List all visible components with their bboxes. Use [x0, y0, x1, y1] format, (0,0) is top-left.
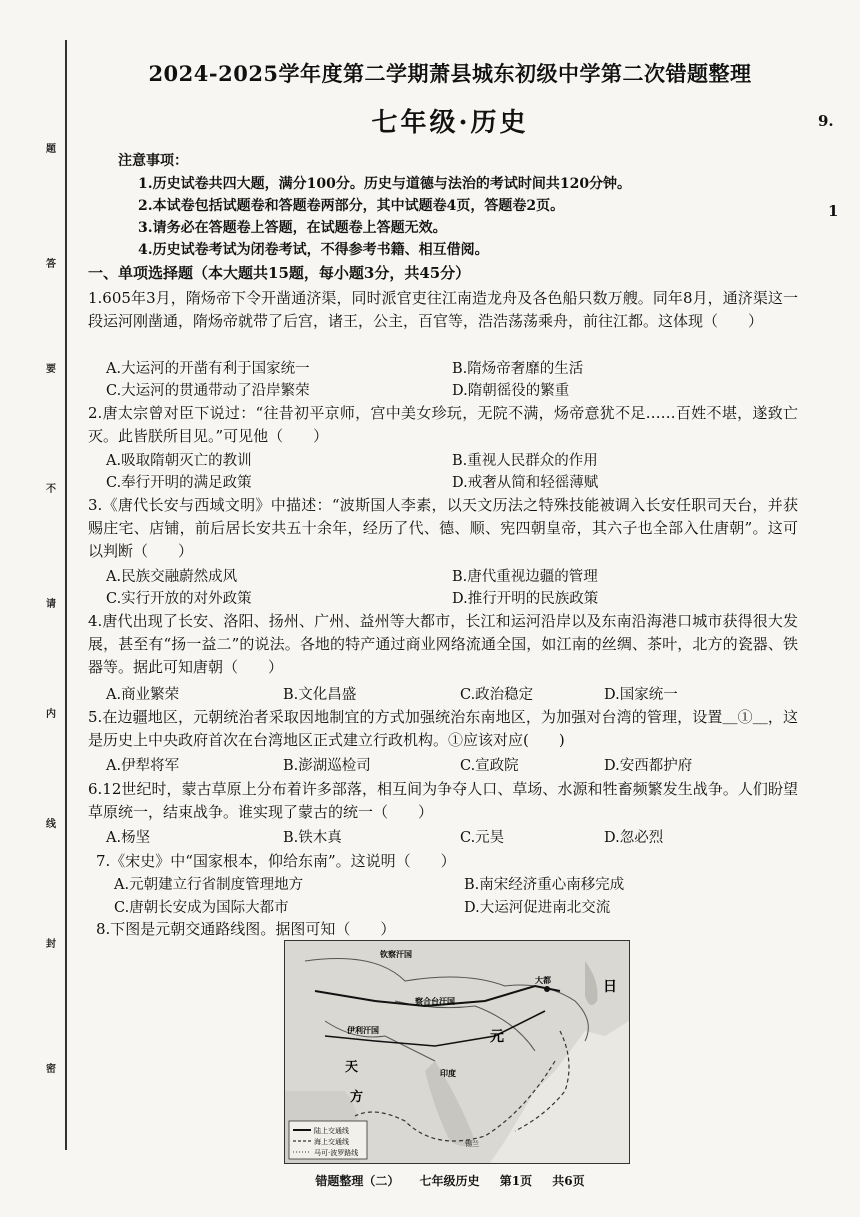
option-d[interactable]: D.安西都护府: [604, 758, 693, 774]
footer-page: 第1页: [499, 1174, 533, 1188]
margin-char: 不: [46, 484, 56, 495]
yuan-transport-map: [284, 940, 630, 1164]
document-title: 2024-2025学年度第二学期萧县城东初级中学第二次错题整理: [148, 61, 752, 86]
option-c[interactable]: C.实行开放的对外政策: [106, 591, 252, 607]
margin-char: 内: [46, 709, 56, 720]
option-c[interactable]: C.政治稳定: [460, 687, 534, 703]
map-label: 锡兰: [465, 1140, 479, 1148]
map-label: 钦察汗国: [380, 950, 412, 959]
option-b[interactable]: B.澎湖巡检司: [283, 758, 371, 774]
side-mark-top: 9.: [818, 112, 834, 130]
footer-total: 共6页: [552, 1174, 585, 1188]
margin-char: 答: [46, 259, 56, 270]
option-d[interactable]: D.戒奢从简和轻徭薄赋: [452, 475, 599, 491]
option-b[interactable]: B.隋炀帝奢靡的生活: [452, 361, 584, 377]
margin-char: 要: [46, 364, 56, 375]
option-c[interactable]: C.奉行开明的满足政策: [106, 475, 252, 491]
option-b[interactable]: B.重视人民群众的作用: [452, 453, 598, 469]
question-stem: 3.《唐代长安与西域文明》中描述：“波斯国人李素，以天文历法之特殊技能被调入长安任职司天台，并获赐庄宅、店铺，前后居长安共五十余年，经历了代、德、顺、宪四朝皇帝，其六子也全部入仕唐朝”。这可以判断（ ）: [88, 496, 798, 560]
option-c[interactable]: C.宣政院: [460, 758, 519, 774]
option-b[interactable]: B.唐代重视边疆的管理: [452, 569, 598, 585]
map-label: 元: [490, 1029, 504, 1045]
question-stem: 2.唐太宗曾对臣下说过：“往昔初平京师，宫中美女珍玩，无院不满，炀帝意犹不足……百姓不堪，遂致亡灭。此皆朕所目见。”可见他（ ）: [88, 404, 798, 445]
map-label: 天: [345, 1060, 359, 1075]
side-mark-bottom: 1: [828, 202, 839, 220]
footer-subject: 七年级历史: [419, 1174, 480, 1188]
margin-char: 封: [46, 939, 56, 950]
page-footer: [0, 1172, 860, 1189]
document-subtitle: 七年级·历史: [371, 108, 529, 138]
option-a[interactable]: A.杨坚: [106, 830, 151, 846]
question-stem: 1.605年3月，隋炀帝下令开凿通济渠，同时派官吏往江南造龙舟及各色船只数万艘。同年8月，通济渠这一段运河刚凿通，隋炀帝就带了后宫，诸王，公主，百官等，浩浩荡荡乘舟，前往江都。这体现（ ）: [88, 289, 798, 330]
option-a[interactable]: A.吸取隋朝灭亡的教训: [106, 453, 252, 469]
margin-char: 密: [46, 1064, 56, 1075]
notice-item: 4.历史试卷考试为闭卷考试，不得参考书籍、相互借阅。: [138, 242, 489, 258]
footer-name: 错题整理（二）: [315, 1174, 400, 1188]
legend-label: 陆上交通线: [314, 1127, 349, 1135]
map-label: 伊利汗国: [347, 1026, 379, 1035]
legend-label: 马可·波罗路线: [314, 1149, 359, 1157]
map-label: 日: [603, 979, 617, 995]
option-d[interactable]: D.推行开明的民族政策: [452, 591, 599, 607]
map-label: 方: [350, 1090, 364, 1105]
section-title: 一、单项选择题（本大题共15题，每小题3分，共45分）: [88, 264, 471, 282]
option-c[interactable]: C.唐朝长安成为国际大都市: [114, 900, 289, 916]
option-b[interactable]: B.文化昌盛: [283, 687, 357, 703]
notice-item: 3.请务必在答题卷上答题，在试题卷上答题无效。: [138, 220, 447, 236]
legend-label: 海上交通线: [314, 1138, 349, 1146]
margin-char: 请: [46, 599, 56, 610]
question-stem: 7.《宋史》中“国家根本，仰给东南”。这说明（ ）: [96, 852, 456, 870]
notice-heading: 注意事项：: [118, 153, 188, 169]
option-c[interactable]: C.大运河的贯通带动了沿岸繁荣: [106, 383, 310, 399]
map-label: 察合台汗国: [415, 997, 455, 1006]
binding-line: [65, 40, 67, 1150]
notice-item: 2.本试卷包括试题卷和答题卷两部分，其中试题卷4页，答题卷2页。: [138, 198, 565, 214]
margin-char: 题: [46, 144, 56, 155]
question-stem: 4.唐代出现了长安、洛阳、扬州、广州、益州等大都市，长江和运河沿岸以及东南沿海港口城市获得很大发展，甚至有“扬一益二”的说法。各地的特产通过商业网络流通全国，如江南的丝绸、茶叶，北方的瓷器、铁器等。据此可知唐朝（ ）: [88, 612, 798, 676]
option-d[interactable]: D.大运河促进南北交流: [464, 900, 611, 916]
question-stem: 6.12世纪时，蒙古草原上分布着许多部落，相互间为争夺人口、草场、水源和牲畜频繁发生战争。人们盼望草原统一，结束战争。谁实现了蒙古的统一（ ）: [88, 780, 798, 821]
question-stem: 5.在边疆地区，元朝统治者采取因地制宜的方式加强统治东南地区，为加强对台湾的管理，设置＿①＿，这是历史上中央政府首次在台湾地区正式建立行政机构。①应该对应( ): [88, 708, 798, 749]
option-a[interactable]: A.元朝建立行省制度管理地方: [114, 877, 304, 893]
question-stem: 8.下图是元朝交通路线图。据图可知（ ）: [96, 920, 396, 938]
map-label: 印度: [440, 1069, 456, 1078]
notice-item: 1.历史试卷共四大题，满分100分。历史与道德与法治的考试时间共120分钟。: [138, 176, 632, 192]
binding-margin-text: [46, 140, 62, 1100]
option-a[interactable]: A.伊犁将军: [106, 758, 180, 774]
map-drawing: [285, 941, 629, 1163]
margin-char: 线: [46, 819, 56, 830]
option-a[interactable]: A.民族交融蔚然成风: [106, 569, 238, 585]
option-d[interactable]: D.隋朝徭役的繁重: [452, 383, 570, 399]
option-a[interactable]: A.商业繁荣: [106, 687, 180, 703]
option-a[interactable]: A.大运河的开凿有利于国家统一: [106, 361, 310, 377]
option-b[interactable]: B.南宋经济重心南移完成: [464, 877, 625, 893]
option-d[interactable]: D.忽必烈: [604, 830, 664, 846]
option-d[interactable]: D.国家统一: [604, 687, 678, 703]
option-b[interactable]: B.铁木真: [283, 830, 342, 846]
map-label: 大都: [535, 976, 551, 985]
option-c[interactable]: C.元昊: [460, 830, 505, 846]
